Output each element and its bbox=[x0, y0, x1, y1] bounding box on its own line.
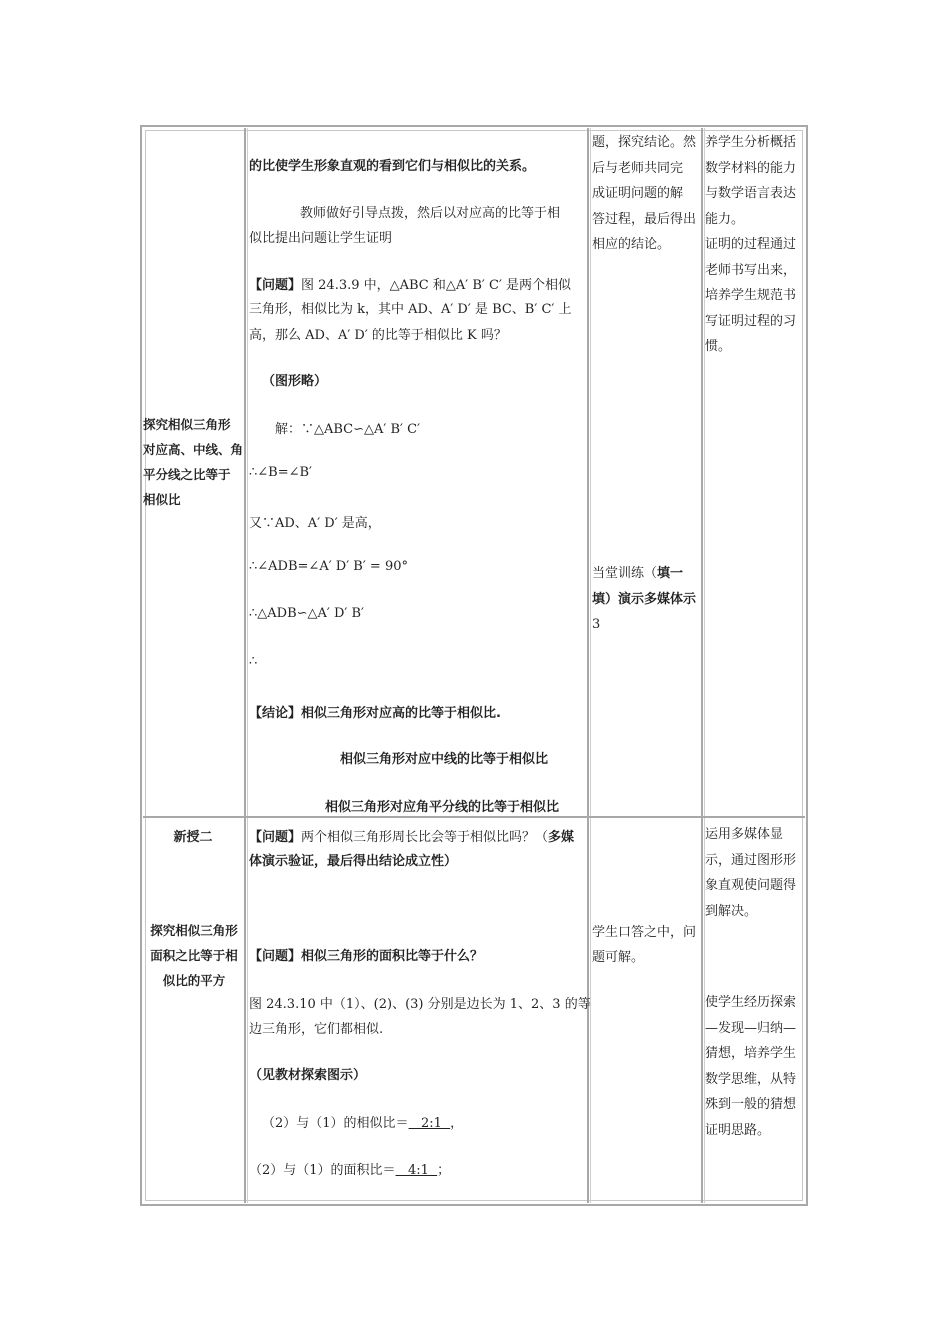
student-practice bbox=[592, 561, 704, 638]
student-activity bbox=[592, 920, 704, 970]
question-text: 两个相似三角形周长比会等于相似比吗？（ bbox=[301, 830, 549, 845]
row-divider bbox=[143, 816, 805, 818]
title-line: 相似比 bbox=[143, 492, 181, 507]
purpose-line: 数学材料的能力 bbox=[705, 160, 797, 176]
problem-text: 图 24.3.9 中，△ABC 和△A′ B′ C′ 是两个相似 bbox=[301, 278, 572, 293]
problem-line: 高，那么 AD、A′ D′ 的比等于相似比 K 吗？ bbox=[249, 328, 507, 343]
design-purpose bbox=[705, 822, 809, 924]
purpose-line: —发现—归纳— bbox=[705, 1020, 797, 1036]
row2-section-title bbox=[143, 918, 245, 993]
purpose-line: 写证明过程的习 bbox=[705, 313, 797, 329]
title-line: 对应高、中线、角 bbox=[143, 442, 244, 457]
question-label: 【问题】 bbox=[249, 830, 302, 845]
practice-text: 填）演示多媒体示 bbox=[592, 591, 697, 607]
design-purpose bbox=[705, 990, 809, 1143]
purpose-line: 证明思路。 bbox=[705, 1122, 771, 1138]
conclusion-line bbox=[249, 702, 501, 721]
ratio-answer: 4:1 bbox=[395, 1163, 438, 1178]
area-ratio-line bbox=[249, 1159, 450, 1178]
solution-line: ∴ bbox=[249, 654, 258, 669]
see-textbook-note: （见教材探索图示） bbox=[249, 1068, 367, 1083]
conclusion-text: 相似三角形对应高的比等于相似比. bbox=[301, 706, 501, 721]
question-line bbox=[249, 826, 574, 845]
purpose-line: 运用多媒体显 bbox=[705, 827, 784, 842]
title-line: 探究相似三角形 bbox=[143, 417, 231, 432]
student-line: 学生口答之中，问 bbox=[592, 925, 697, 940]
purpose-line: 能力。 bbox=[705, 211, 745, 227]
purpose-line: 培养学生规范书 bbox=[705, 288, 797, 303]
title-line: 面积之比等于相 bbox=[150, 948, 238, 963]
question-text: 多媒 bbox=[548, 830, 575, 845]
conclusion-label: 【结论】 bbox=[249, 706, 302, 721]
question-line: 【问题】相似三角形的面积比等于什么？ bbox=[249, 949, 484, 964]
student-line: 成证明问题的解 bbox=[592, 186, 684, 201]
purpose-line: 到解决。 bbox=[705, 903, 758, 919]
design-purpose bbox=[705, 130, 809, 360]
problem-label: 【问题】 bbox=[249, 278, 302, 293]
column-divider bbox=[247, 128, 248, 1203]
teacher-guidance-line: 教师做好引导点拨，然后以对应高的比等于相 bbox=[300, 206, 561, 221]
solution-line: ∴∠ADB=∠A′ D′ B′ = 90° bbox=[249, 559, 408, 574]
purpose-line: 数学思维，从特 bbox=[705, 1071, 797, 1087]
teacher-guidance-line: 似比提出问题让学生证明 bbox=[249, 231, 393, 246]
content-intro-line: 的比使学生形象直观的看到它们与相似比的关系。 bbox=[249, 159, 536, 174]
student-line: 相应的结论。 bbox=[592, 237, 671, 252]
solution-line: 又∵AD、A′ D′ 是高， bbox=[249, 516, 381, 531]
column-divider bbox=[590, 128, 591, 1203]
ratio-answer: 2:1 bbox=[408, 1116, 451, 1131]
conclusion-line: 相似三角形对应角平分线的比等于相似比 bbox=[325, 800, 560, 815]
column-divider bbox=[244, 128, 246, 1203]
title-line: 平分线之比等于 bbox=[143, 467, 231, 482]
purpose-line: 老师书写出来， bbox=[705, 262, 797, 278]
question-line: 体演示验证，最后得出结论成立性） bbox=[249, 854, 458, 869]
problem-line bbox=[249, 274, 571, 293]
ratio-label: （2）与（1）的相似比＝ bbox=[262, 1116, 409, 1131]
conclusion-line: 相似三角形对应中线的比等于相似比 bbox=[340, 752, 549, 767]
solution-line: 解：∵△ABC∽△A′ B′ C′ bbox=[275, 422, 421, 437]
practice-text: 3 bbox=[592, 617, 601, 632]
similarity-ratio-line bbox=[262, 1112, 463, 1131]
student-line: 后与老师共同完 bbox=[592, 160, 684, 176]
purpose-line: 惯。 bbox=[705, 339, 732, 354]
ratio-label: （2）与（1）的面积比＝ bbox=[249, 1163, 396, 1178]
student-line: 题，探究结论。然 bbox=[592, 135, 697, 150]
column-divider bbox=[587, 128, 589, 1203]
title-line: 似比的平方 bbox=[162, 973, 226, 988]
row1-section-title bbox=[143, 412, 247, 512]
practice-text: 当堂训练（ bbox=[592, 566, 658, 581]
student-line: 题可解。 bbox=[592, 950, 645, 965]
column-divider bbox=[701, 128, 703, 1203]
student-line: 答过程，最后得出 bbox=[592, 211, 697, 227]
purpose-line: 养学生分析概括 bbox=[705, 135, 797, 150]
purpose-line: 证明的过程通过 bbox=[705, 237, 797, 252]
purpose-line: 与数学语言表达 bbox=[705, 186, 797, 201]
purpose-line: 示，通过图形形 bbox=[705, 852, 797, 868]
student-activity bbox=[592, 130, 704, 258]
purpose-line: 猜想，培养学生 bbox=[705, 1046, 797, 1061]
purpose-line: 使学生经历探索 bbox=[705, 995, 797, 1010]
problem-line: 三角形，相似比为 k，其中 AD、A′ D′ 是 BC、B′ C′ 上 bbox=[249, 302, 572, 317]
ratio-punct: ， bbox=[450, 1116, 464, 1131]
practice-text: 填一 bbox=[657, 566, 684, 581]
figure-description: 图 24.3.10 中（1）、(2)、(3) 分别是边长为 1、2、3 的等 bbox=[249, 997, 591, 1012]
row2-section-label: 新授二 bbox=[173, 830, 213, 845]
figure-description: 边三角形，它们都相似. bbox=[249, 1022, 384, 1037]
solution-line: ∴∠B=∠B′ bbox=[249, 465, 313, 480]
purpose-line: 象直观使问题得 bbox=[705, 878, 797, 893]
title-line: 探究相似三角形 bbox=[150, 923, 238, 938]
purpose-line: 殊到一般的猜想 bbox=[705, 1097, 797, 1112]
solution-line: ∴△ADB∽△A′ D′ B′ bbox=[249, 606, 365, 621]
figure-note: （图形略） bbox=[262, 374, 328, 389]
ratio-punct: ； bbox=[437, 1163, 451, 1178]
